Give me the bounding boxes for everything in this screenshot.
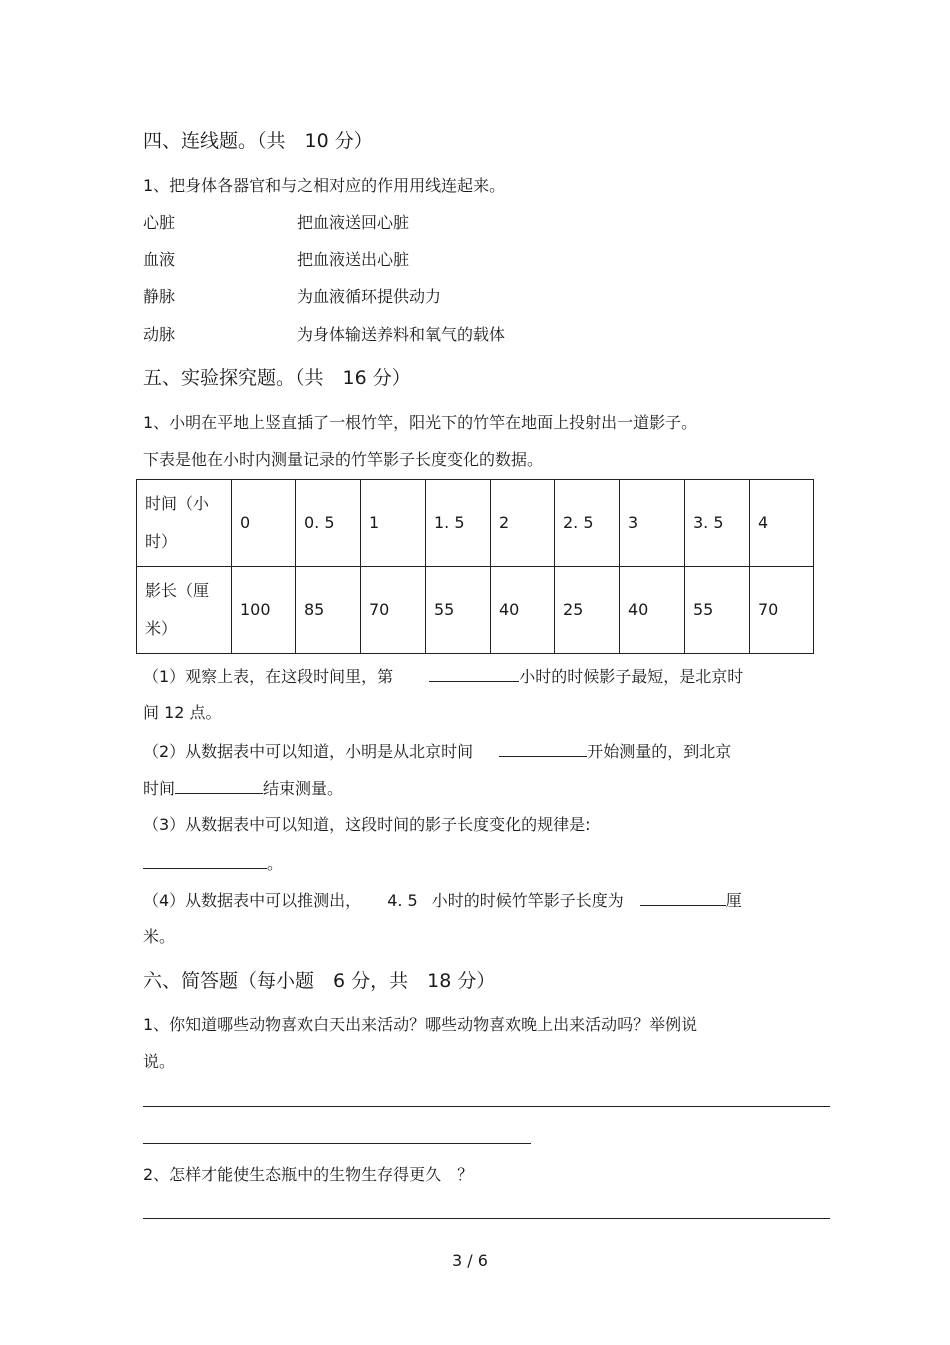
section4-question-1: 1、把身体各器官和与之相对应的作用用线连起来。 [143, 176, 506, 195]
table-header-shadow: 影长（厘 米） [137, 567, 232, 654]
subquestion-3-answer: 。 [143, 852, 283, 874]
table-cell: 4 [750, 480, 814, 567]
table-cell: 0 [232, 480, 296, 567]
table-cell: 70 [750, 567, 814, 654]
organ-item-vein: 静脉 [143, 287, 176, 306]
subquestion-1-cont: 间 12 点。 [143, 703, 222, 722]
table-cell: 100 [232, 567, 296, 654]
table-cell: 85 [296, 567, 361, 654]
table-cell: 70 [361, 567, 426, 654]
answer-line[interactable] [143, 1106, 830, 1107]
subquestion-4-cont: 米。 [143, 927, 176, 946]
function-item-1: 把血液送回心脏 [297, 213, 410, 232]
function-item-2: 把血液送出心脏 [297, 250, 410, 269]
table-header-time: 时间（小 时） [137, 480, 232, 567]
table-cell: 55 [685, 567, 750, 654]
section5-question-1-line1: 1、小明在平地上竖直插了一根竹竿，阳光下的竹竿在地面上投射出一道影子。 [143, 413, 698, 432]
answer-line[interactable] [143, 1218, 830, 1219]
answer-line[interactable] [143, 1143, 531, 1144]
section5-heading: 五、实验探究题。（共 16 分） [143, 367, 411, 389]
answer-blank[interactable] [143, 852, 267, 869]
answer-blank[interactable] [499, 740, 587, 757]
section6-question-1-line2: 说。 [143, 1052, 176, 1071]
table-row-shadow [137, 567, 814, 654]
subquestion-4: （4）从数据表中可以推测出， 4. 5 小时的时候竹竿影子长度为 厘 [143, 891, 742, 910]
table-cell: 3 [620, 480, 685, 567]
answer-blank[interactable] [429, 665, 519, 682]
function-item-4: 为身体输送养料和氧气的载体 [297, 325, 506, 344]
table-cell: 40 [620, 567, 685, 654]
subquestion-2-cont: 时间 结束测量。 [143, 779, 344, 798]
answer-blank[interactable] [175, 777, 263, 794]
shadow-length-table [136, 479, 814, 654]
page-number: 3 / 6 [452, 1251, 488, 1270]
table-cell: 0. 5 [296, 480, 361, 567]
table-cell: 3. 5 [685, 480, 750, 567]
table-cell: 40 [491, 567, 555, 654]
table-row-time [137, 480, 814, 567]
subquestion-2: （2）从数据表中可以知道，小明是从北京时间 开始测量的，到北京 [143, 742, 732, 761]
organ-item-blood: 血液 [143, 250, 176, 269]
organ-item-heart: 心脏 [143, 213, 176, 232]
table-cell: 55 [426, 567, 491, 654]
section6-question-2: 2、怎样才能使生态瓶中的生物生存得更久 ？ [143, 1165, 474, 1184]
table-cell: 1 [361, 480, 426, 567]
subquestion-3: （3）从数据表中可以知道，这段时间的影子长度变化的规律是: [143, 815, 591, 834]
section6-question-1-line1: 1、你知道哪些动物喜欢白天出来活动？哪些动物喜欢晚上出来活动吗？举例说 [143, 1015, 698, 1034]
organ-item-artery: 动脉 [143, 325, 176, 344]
section6-heading: 六、简答题（每小题 6 分，共 18 分） [143, 970, 496, 992]
answer-blank[interactable] [640, 889, 726, 906]
subquestion-1: （1）观察上表，在这段时间里，第 小时的时候影子最短，是北京时 [143, 667, 744, 686]
function-item-3: 为血液循环提供动力 [297, 287, 442, 306]
table-cell: 25 [555, 567, 620, 654]
table-cell: 2 [491, 480, 555, 567]
table-cell: 1. 5 [426, 480, 491, 567]
section5-question-1-line2: 下表是他在小时内测量记录的竹竿影子长度变化的数据。 [143, 450, 544, 469]
section4-heading: 四、连线题。（共 10 分） [143, 130, 373, 152]
table-cell: 2. 5 [555, 480, 620, 567]
